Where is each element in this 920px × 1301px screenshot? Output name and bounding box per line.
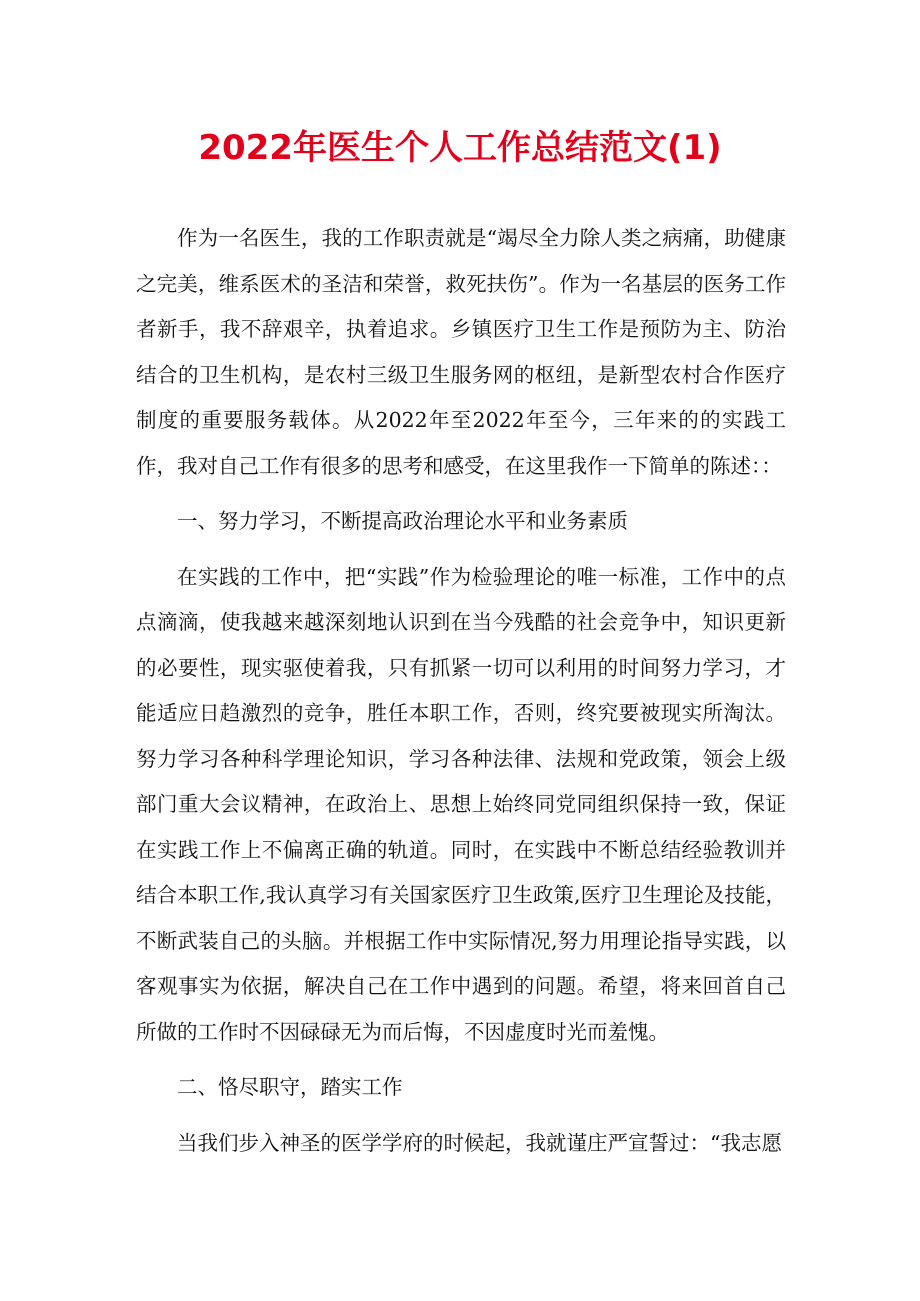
document-title: 2022年医生个人工作总结范文(1) [198, 128, 722, 168]
paragraph-study: 在实践的工作中，把“实践”作为检验理论的唯一标准，工作中的点点滴滴，使我越来越深刻地认识到在当今残酷的社会竞争中，知识更新的必要性，现实驱使着我，只有抓紧一切可以利用的时间努力学习，才能适应日趋激烈的竞争，胜任本职工作，否则，终究要被现实所淘汰。努力学习各种科学理论知识，学习各种法律、法规和党政策，领会上级部门重大会议精神，在政治上、思想上始终同党同组织保持一致，保证在实践工作上不偏离正确的轨道。同时，在实践中不断总结经验教训并结合本职工作,我认真学习有关国家医疗卫生政策,医疗卫生理论及技能，不断武装自己的头脑。并根据工作中实际情况,努力用理论指导实践，以客观事实为依据，解决自己在工作中遇到的问题。希望，将来回首自己所做的工作时不因碌碌无为而后悔，不因虚度时光而羞愧。 [136, 564, 786, 1044]
section-heading-1: 一、努力学习，不断提高政治理论水平和业务素质 [177, 509, 628, 533]
paragraph-duty: 当我们步入神圣的医学学府的时候起，我就谨庄严宣誓过：“我志愿 [177, 1130, 782, 1155]
document-body [136, 216, 786, 1166]
paragraph-intro: 作为一名医生，我的工作职责就是“竭尽全力除人类之病痛，助健康之完美，维系医术的圣洁和荣誉，救死扶伤”。作为一名基层的医务工作者新手，我不辞艰辛，执着追求。乡镇医疗卫生工作是预防为主、防治结合的卫生机构，是农村三级卫生服务网的枢纽，是新型农村合作医疗制度的重要服务载体。从2022年至2022年至今，三年来的的实践工作，我对自己工作有很多的思考和感受，在这里我作一下简单的陈述：： [136, 226, 786, 478]
section-heading-2: 二、恪尽职守，踏实工作 [177, 1075, 403, 1099]
